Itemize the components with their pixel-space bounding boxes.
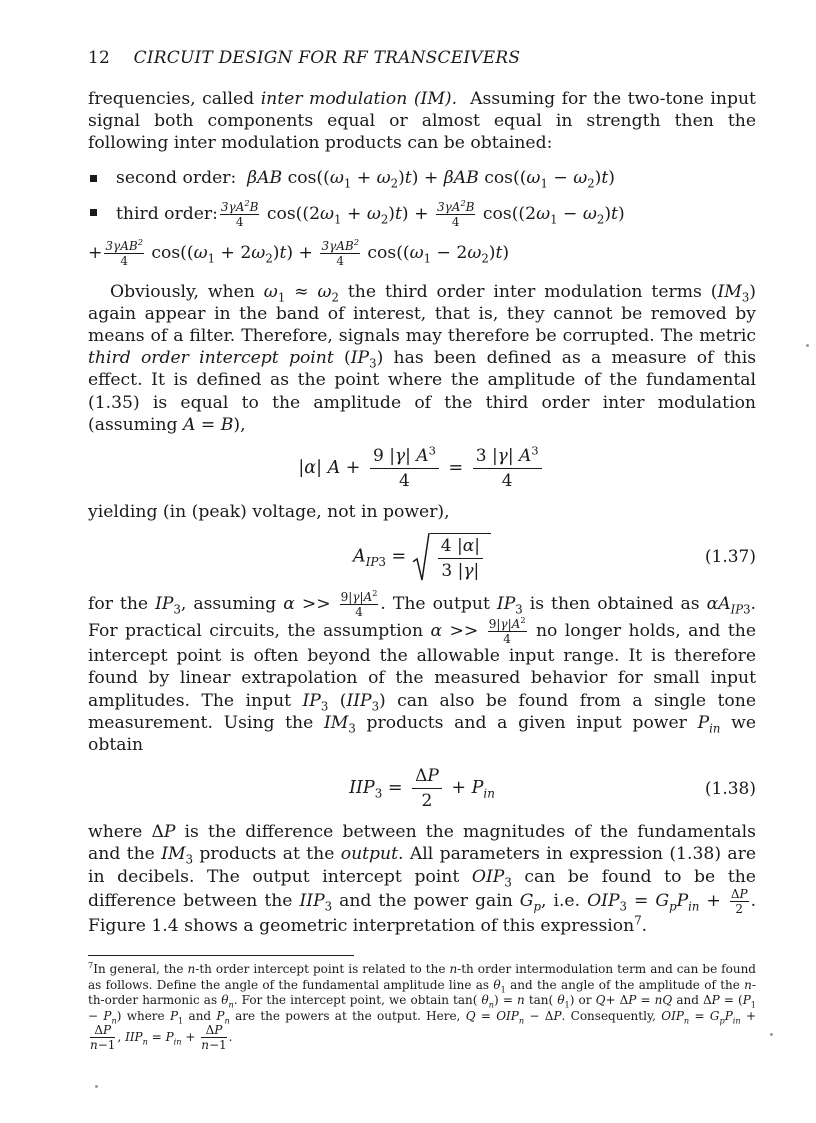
equation-1-38: $IIP_3$ = $\frac{\Delta P}{2}$ + $P_{in}$ (1.38) xyxy=(349,766,756,812)
footnote-divider xyxy=(88,955,354,956)
running-title: CIRCUIT DESIGN FOR RF TRANSCEIVERS xyxy=(133,48,521,68)
equation-amplitude-balance: |α| A + $\frac{9 |\gamma| A^3}{4}$ = $\frac{3 |\gamma| A^3}{4}$ xyxy=(88,446,756,491)
equation-number: (1.37) xyxy=(704,547,756,568)
paragraph-output-intercept: where ΔP is the difference between the magnitudes of the fundamentals and the $IM_3$ products at the output. All parameters in expression (1.38) are in decibels. The output intercept point $OIP_3$ can be found to be the difference between the $IIP_3$ and the power gain $G_p$, i.e. $OIP_3 = G_pP_{in}$ + $\frac{\Delta P}{2}$ . Figure 1.4 shows a geometric interpretation of this expression$^7$. xyxy=(88,822,757,936)
sqrt-symbol: $\frac{4 |\alpha|}{3 |\gamma|}$ xyxy=(412,533,491,581)
equation-number: (1.38) xyxy=(704,778,756,799)
page-number: 12 xyxy=(88,48,111,68)
intermod-products-list xyxy=(88,167,756,228)
paragraph-yielding: yielding (in (peak) voltage, not in power), xyxy=(88,502,450,523)
footnote: $^7$In general, the n-th order intercept point is related to the n-th order intermodulation term and can be found as follows. Define the angle of the fundamental amplitude line as $\theta_1$ and the angle of the amplitude of the n-th-order harmonic as $\theta_n$. For the intercept point, we obtain tan( $\theta_n) = n$ tan( $\theta_1$) or Q+ ΔP = nQ and $\Delta P = (P_1 - P_n)$ where $P_1$ and $P_n$ are the powers at the output. Here, $Q = OIP_n - \Delta P$. Consequently, $OIP_n = G_pP_{in}$ + $\frac{\Delta P}{n-1}$ , $IIP_n = P_{in}$ + $\frac{\Delta P}{n-1}$ . xyxy=(88,960,756,1053)
intro-paragraph: frequencies, called inter modulation (IM). Assuming for the two-tone input signal both components equal or almost equal in strength then the following inter modulation products can be obtained: xyxy=(88,89,756,154)
list-item: third order: $\frac{3\gamma A^2B}{4}$ $\cos((2\omega_1 + \omega_2)t)$ + $\frac{3\gamma A^2B}{4}$ $\cos((2\omega_1 - \omega_2)t)$ xyxy=(88,201,756,228)
running-header xyxy=(88,48,756,68)
page xyxy=(88,48,756,1051)
radical-icon xyxy=(412,533,430,581)
scan-speck xyxy=(770,1033,773,1036)
third-order-continuation: + $\frac{3\gamma AB^2}{4}$ $\cos((\omega_1 + 2\omega_2)t)$ + $\frac{3\gamma AB^2}{4}$ $\cos((\omega_1 - 2\omega_2)t)$ xyxy=(88,236,510,268)
equation-1-37: $A_{IP3}$ = $\frac{4 |\alpha|}{3 |\gamma|}$ (1.37) xyxy=(88,533,756,581)
paragraph-practical-circuits: for the $IP_3$, assuming α >> $\frac{9|\gamma|A^2}{4}$ . The output $IP_3$ is then obtained as $\alpha A_{IP3}$. For practical circuits, the assumption α >> $\frac{9|\gamma|A^2}{4}$ no longer holds, and the intercept point is often beyond the allowable input range. It is therefore found by linear extrapolation of the measured behavior for small input amplitudes. The input $IP_3$ $(IIP_3)$ can also be found from a single tone measurement. Using the $IM_3$ products and a given input power $P_{in}$ we obtain xyxy=(88,588,757,756)
scan-speck xyxy=(806,344,809,347)
scan-speck xyxy=(95,1085,98,1088)
list-item: second order: βAB $\cos((\omega_1 + \omega_2)t) + \beta AB$ $\cos((\omega_1 - \omega_2)t)$ xyxy=(88,167,756,189)
paragraph-intercept-definition: Obviously, when $\omega_1 \approx \omega_2$ the third order inter modulation terms $(IM_3)$ again appear in the band of interest, that is, they cannot be removed by means of a filter. Therefore, signals may therefore be corrupted. The metric third order intercept point $(IP_3)$ has been defined as a measure of this effect. It is defined as the point where the amplitude of the fundamental (1.35) is equal to the amplitude of the third order inter modulation (assuming A = B), xyxy=(88,281,757,435)
